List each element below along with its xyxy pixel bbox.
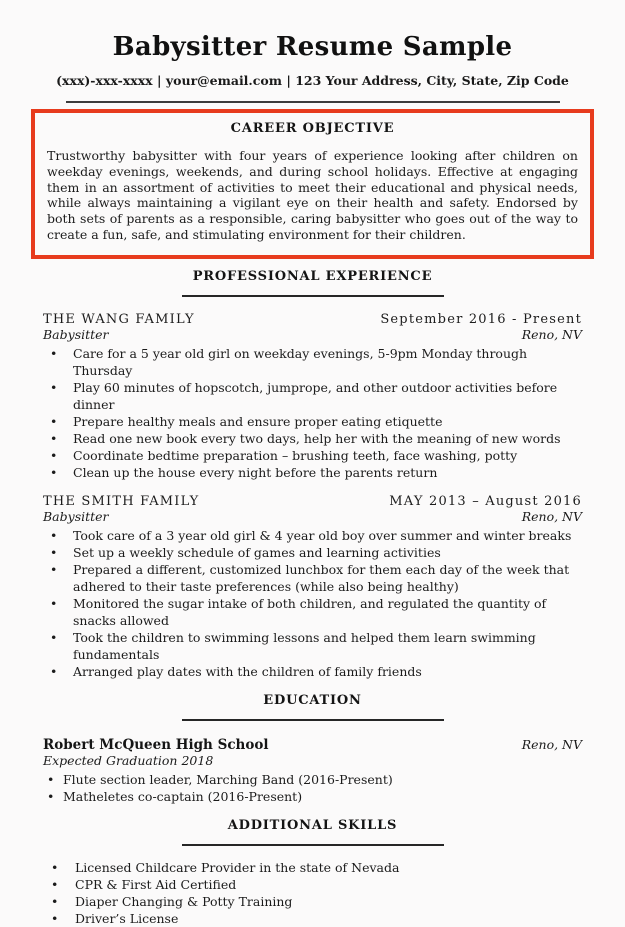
bullet-item: • Took the children to swimming lessons and helped them learn swimming fundamentals xyxy=(43,629,582,663)
bullet-item: • Care for a 5 year old girl on weekday evenings, 5-9pm Monday through Thursday xyxy=(43,345,582,379)
employer-name: THE SMITH FAMILY xyxy=(43,493,200,509)
experience-section xyxy=(0,312,625,680)
job-location: Reno, NV xyxy=(521,508,582,524)
career-objective-text: Trustworthy babysitter with four years of experience looking after children on weekday evenings, weekends, and during school holidays. Effective at engaging them in an assortment of activities to meet their educational and physical needs, while always maintaining a vigilant eye on their health and safety. Endorsed by both sets of parents as a responsible, caring babysitter who goes out of the way to create a fun, safe, and stimulating environment for their children. xyxy=(47,148,578,242)
job-entry-wang-family xyxy=(43,312,582,481)
job-bullet-list xyxy=(43,527,582,680)
bullet-item: • Monitored the sugar intake of both children, and regulated the quantity of snacks allowed xyxy=(43,595,582,629)
school-location: Reno, NV xyxy=(521,736,582,752)
skills-section xyxy=(0,859,625,927)
career-objective-highlight-box xyxy=(31,109,594,259)
bullet-item: • CPR & First Aid Certified xyxy=(43,876,582,893)
bullet-item: • Diaper Changing & Potty Training xyxy=(43,893,582,910)
bullet-item: • Play 60 minutes of hopscotch, jumprope, and other outdoor activities before dinner xyxy=(43,379,582,413)
education-section xyxy=(0,737,625,805)
bullet-item: • Read one new book every two days, help her with the meaning of new words xyxy=(43,430,582,447)
header-divider xyxy=(66,101,560,103)
contact-line: (xxx)-xxx-xxxx | your@email.com | 123 Your Address, City, State, Zip Code xyxy=(56,73,569,88)
career-objective-heading: CAREER OBJECTIVE xyxy=(230,121,395,136)
graduation-detail: Expected Graduation 2018 xyxy=(43,752,214,768)
job-location: Reno, NV xyxy=(521,326,582,342)
section-divider xyxy=(182,295,444,297)
job-entry-smith-family xyxy=(43,494,582,680)
employer-name: THE WANG FAMILY xyxy=(43,311,195,327)
bullet-item: • Took care of a 3 year old girl & 4 year old boy over summer and winter breaks xyxy=(43,527,582,544)
bullet-item: • Set up a weekly schedule of games and learning activities xyxy=(43,544,582,561)
professional-experience-heading: PROFESSIONAL EXPERIENCE xyxy=(192,268,433,284)
bullet-item: • Licensed Childcare Provider in the state of Nevada xyxy=(43,859,582,876)
job-dates: MAY 2013 – August 2016 xyxy=(389,493,582,509)
job-header-row xyxy=(43,494,582,509)
bullet-item: • Clean up the house every night before the parents return xyxy=(43,464,582,481)
education-heading: EDUCATION xyxy=(263,692,362,708)
bullet-item: • Coordinate bedtime preparation – brushing teeth, face washing, potty xyxy=(43,447,582,464)
bullet-item: • Matheletes co-captain (2016-Present) xyxy=(43,788,582,805)
skills-bullet-list xyxy=(43,859,582,927)
school-name: Robert McQueen High School xyxy=(43,736,269,753)
education-bullet-list xyxy=(43,771,582,805)
job-dates: September 2016 - Present xyxy=(380,311,582,327)
job-role: Babysitter xyxy=(43,508,109,524)
education-header-row xyxy=(43,737,582,753)
bullet-item: • Driver’s License xyxy=(43,910,582,927)
job-subheader-row xyxy=(43,509,582,524)
section-divider xyxy=(182,719,444,721)
section-divider xyxy=(182,844,444,846)
job-header-row xyxy=(43,312,582,327)
page-title: Babysitter Resume Sample xyxy=(112,32,513,62)
bullet-item: • Flute section leader, Marching Band (2016-Present) xyxy=(43,771,582,788)
bullet-item: • Arranged play dates with the children of family friends xyxy=(43,663,582,680)
job-bullet-list xyxy=(43,345,582,481)
job-role: Babysitter xyxy=(43,326,109,342)
additional-skills-heading: ADDITIONAL SKILLS xyxy=(227,817,398,833)
bullet-item: • Prepare healthy meals and ensure proper eating etiquette xyxy=(43,413,582,430)
bullet-item: • Prepared a different, customized lunchbox for them each day of the week that adhered to their taste preferences (while also being healthy) xyxy=(43,561,582,595)
job-subheader-row xyxy=(43,327,582,342)
